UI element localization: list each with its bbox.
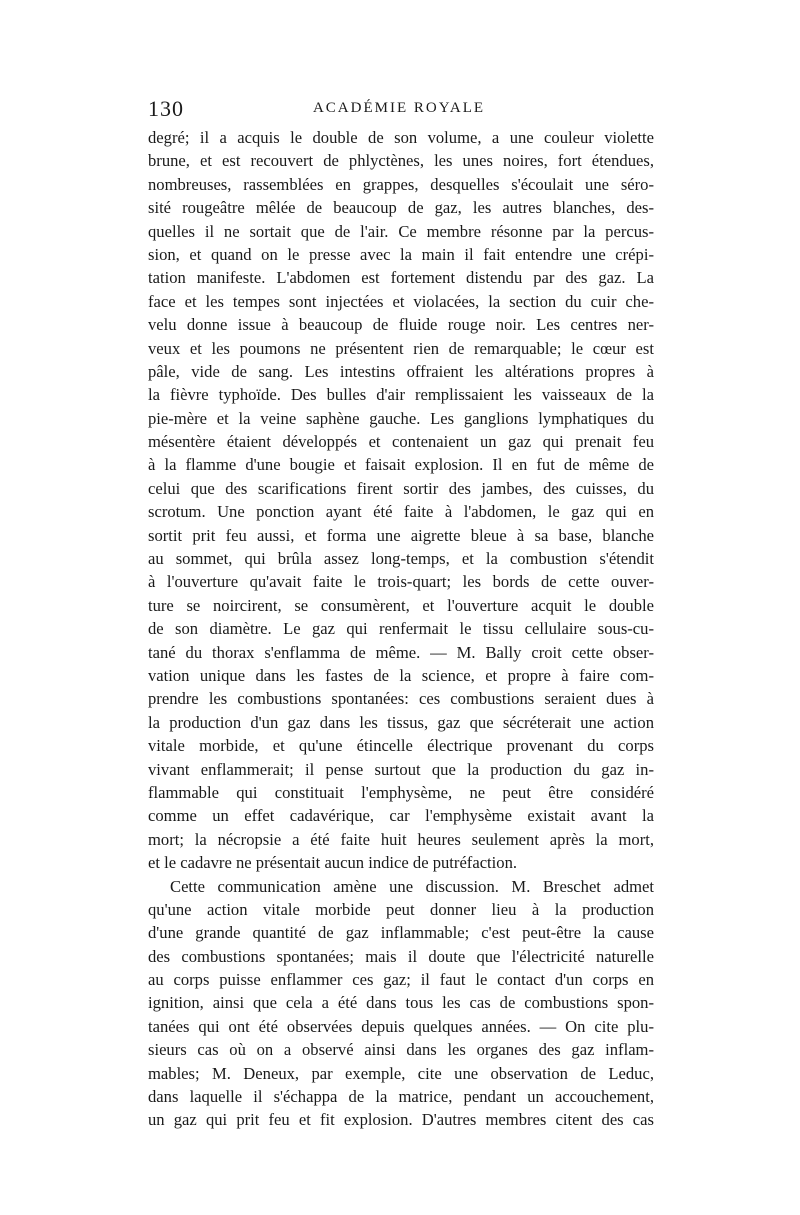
text-line: sortit prit feu aussi, et forma une aigrette bleue à sa base, blanche [148,525,654,545]
text-line: comme un effet cadavérique, car l'emphysème existait avant la [148,806,654,826]
text-line: velu donne issue à beaucoup de fluide rouge noir. Les centres ner- [148,315,654,335]
text-line: vation unique dans les fastes de la science, et propre à faire com- [148,665,654,685]
text-line: et le cadavre ne présentait aucun indice de putréfaction. [148,853,518,873]
text-line: vitale morbide, et qu'une étincelle électrique provenant du corps [148,736,654,756]
text-line: d'une grande quantité de gaz inflammable; c'est peut-être la cause [148,923,654,943]
text-line: brune, et est recouvert de phlyctènes, les unes noires, fort étendues, [148,151,654,171]
text-line: à la flamme d'une bougie et faisait explosion. Il en fut de même de [148,455,654,475]
text-line: pâle, vide de sang. Les intestins offraient les altérations propres à [148,361,654,381]
text-line: sieurs cas où on a observé ainsi dans les organes des gaz inflam- [148,1040,654,1060]
text-line: mort; la nécropsie a été faite huit heures seulement après la mort, [148,829,654,849]
text-line: sion, et quand on le presse avec la main il fait entendre une crépi- [148,244,654,264]
text-line: de son diamètre. Le gaz qui renfermait le tissu cellulaire sous-cu- [148,619,654,639]
text-line: quelles il ne sortait que de l'air. Ce membre résonne par la percus- [148,221,654,241]
text-line: scrotum. Une ponction ayant été faite à l'abdomen, le gaz qui en [148,502,654,522]
text-line: flammable qui constituait l'emphysème, ne peut être considéré [148,782,654,802]
text-line: qu'une action vitale morbide peut donner lieu à la production [148,899,654,919]
text-line: vivant enflammerait; il pense surtout que la production du gaz in- [148,759,654,779]
text-line: veux et les poumons ne présentent rien de remarquable; le cœur est [148,338,654,358]
text-line: tation manifeste. L'abdomen est fortement distendu par des gaz. La [148,268,654,288]
text-line: mables; M. Deneux, par exemple, cite une observation de Leduc, [148,1063,654,1083]
text-line: au corps puisse enflammer ces gaz; il faut le contact d'un corps en [148,970,654,990]
text-line: la fièvre typhoïde. Des bulles d'air remplissaient les vaisseaux de la [148,385,654,405]
text-line: au sommet, qui brûla assez long-temps, et la combustion s'étendit [148,549,654,569]
text-line: mésentère étaient développés et contenaient un gaz qui prenait feu [148,432,654,452]
text-line: ture se noircirent, se consumèrent, et l'ouverture acquit le double [148,595,654,615]
text-line: face et les tempes sont injectées et violacées, la section du cuir che- [148,291,654,311]
page-header [148,96,650,126]
text-line: la production d'un gaz dans les tissus, gaz que sécréterait une action [148,712,654,732]
text-line: nombreuses, rassemblées en grappes, desquelles s'écoulait une séro- [148,174,654,194]
running-head: ACADÉMIE ROYALE [312,100,486,116]
body-text [148,126,654,1132]
text-line: tané du thorax s'enflamma de même. — M. Bally croit cette obser- [148,642,654,662]
text-line: ignition, ainsi que cela a été dans tous les cas de combustions spon- [148,993,654,1013]
text-line: celui que des scarifications firent sortir des jambes, des cuisses, du [148,478,654,498]
text-line: un gaz qui prit feu et fit explosion. D'autres membres citent des cas [148,1110,654,1130]
text-line: sité rougeâtre mêlée de beaucoup de gaz, les autres blanches, des- [148,198,654,218]
text-line: dans laquelle il s'échappa de la matrice, pendant un accouchement, [148,1087,654,1107]
text-line: tanées qui ont été observées depuis quelques années. — On cite plu- [148,1016,654,1036]
text-line: à l'ouverture qu'avait faite le trois-quart; les bords de cette ouver- [148,572,654,592]
text-line: prendre les combustions spontanées: ces combustions seraient dues à [148,689,654,709]
text-line: Cette communication amène une discussion. M. Breschet admet [170,876,654,896]
text-line: pie-mère et la veine saphène gauche. Les ganglions lymphatiques du [148,408,654,428]
page-number: 130 [148,96,184,121]
text-line: des combustions spontanées; mais il doute que l'électricité naturelle [148,946,654,966]
text-line: degré; il a acquis le double de son volume, a une couleur violette [148,128,654,147]
